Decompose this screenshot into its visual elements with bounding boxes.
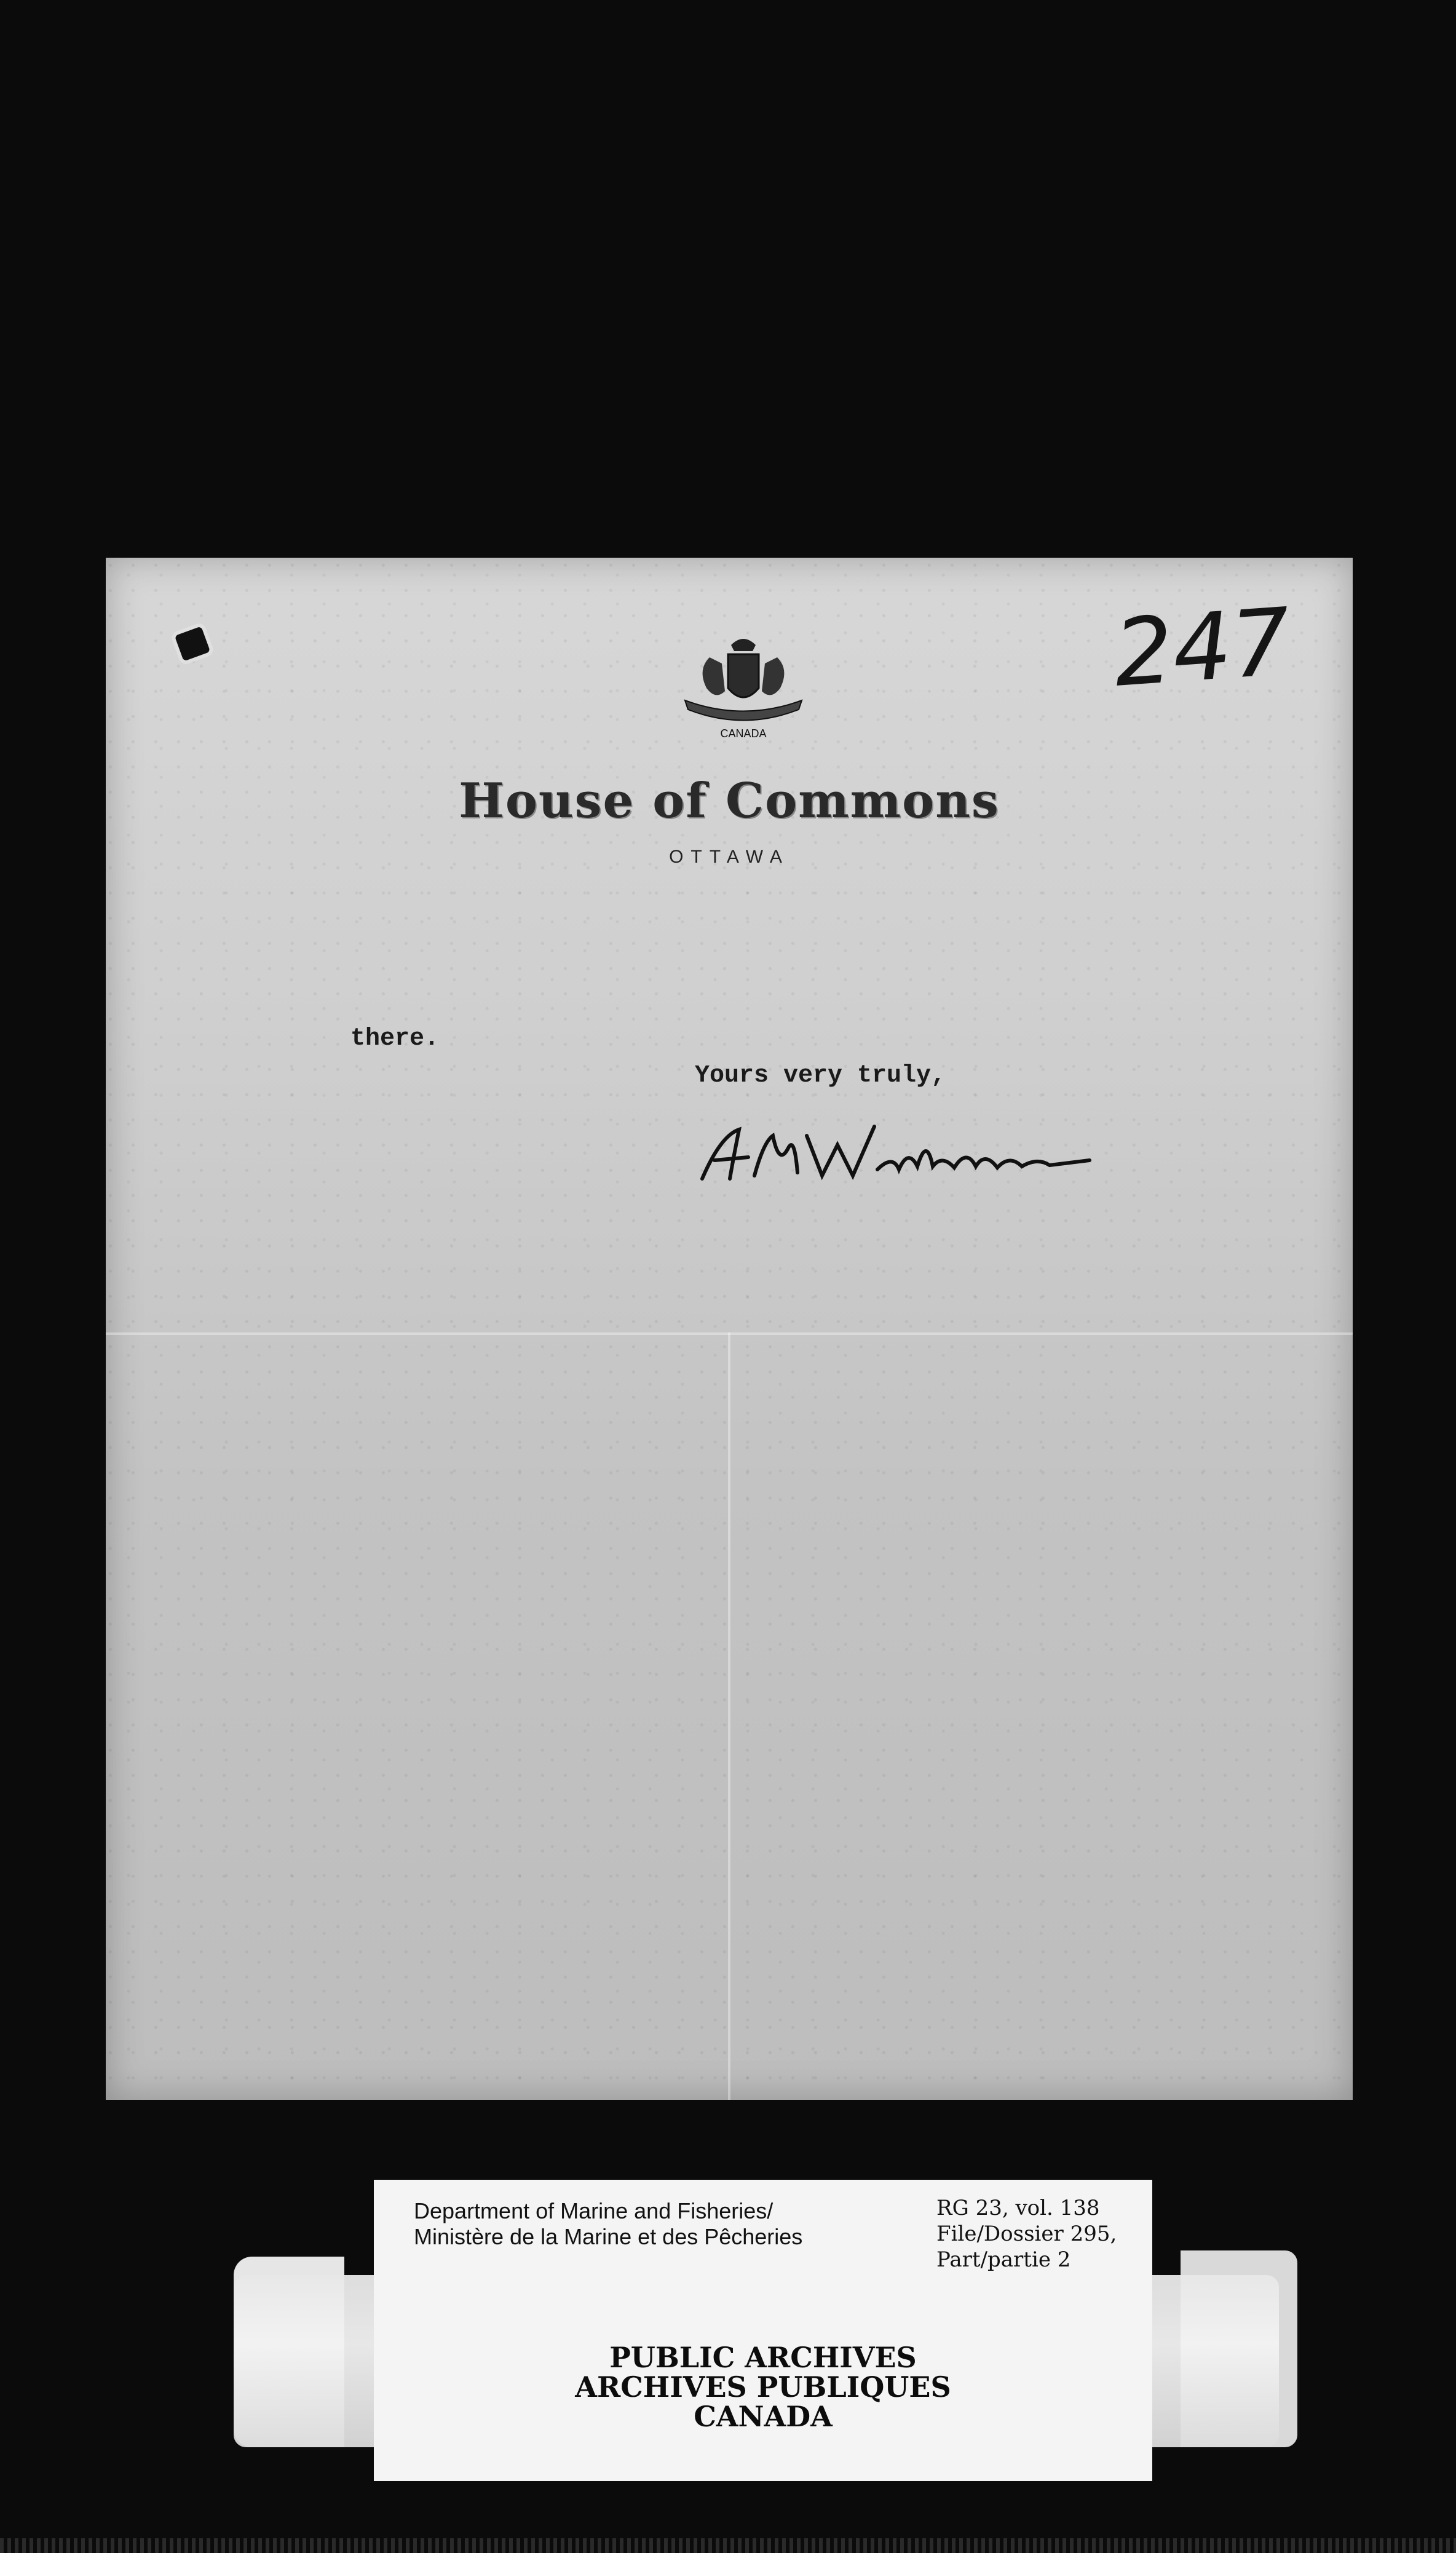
handwritten-signature bbox=[696, 1111, 1102, 1197]
letter-closing: Yours very truly, bbox=[695, 1062, 946, 1090]
coat-of-arms-icon bbox=[673, 633, 814, 743]
punch-hole bbox=[175, 626, 210, 661]
letter-body-text: there. bbox=[350, 1025, 440, 1053]
stamp-line-2: ARCHIVES PUBLIQUES bbox=[575, 2370, 951, 2404]
department-line-1: Department of Marine and Fisheries/ bbox=[414, 2198, 774, 2223]
stamp-line-3: CANADA bbox=[694, 2400, 833, 2433]
crest-motto: CANADA bbox=[720, 727, 767, 740]
department-line-2: Ministère de la Marine et des Pêcheries bbox=[414, 2224, 803, 2249]
handwritten-page-number: 247 bbox=[1110, 588, 1294, 708]
reference-line-1: RG 23, vol. 138 bbox=[936, 2196, 1100, 2220]
letterhead-city: OTTAWA bbox=[669, 847, 789, 867]
fold-line-vertical bbox=[728, 1332, 730, 2100]
stamp-line-1: PUBLIC ARCHIVES bbox=[609, 2341, 917, 2374]
public-archives-stamp bbox=[374, 2343, 1152, 2431]
reference-line-2: File/Dossier 295, bbox=[936, 2222, 1117, 2246]
department-name bbox=[414, 2198, 802, 2250]
reference-line-3: Part/partie 2 bbox=[936, 2247, 1071, 2272]
letterhead-title: House of Commons bbox=[459, 773, 1000, 829]
archive-reference bbox=[936, 2195, 1117, 2273]
film-edge-strip bbox=[0, 2538, 1456, 2553]
letter-page bbox=[106, 558, 1353, 2100]
archive-label-card bbox=[374, 2180, 1152, 2481]
